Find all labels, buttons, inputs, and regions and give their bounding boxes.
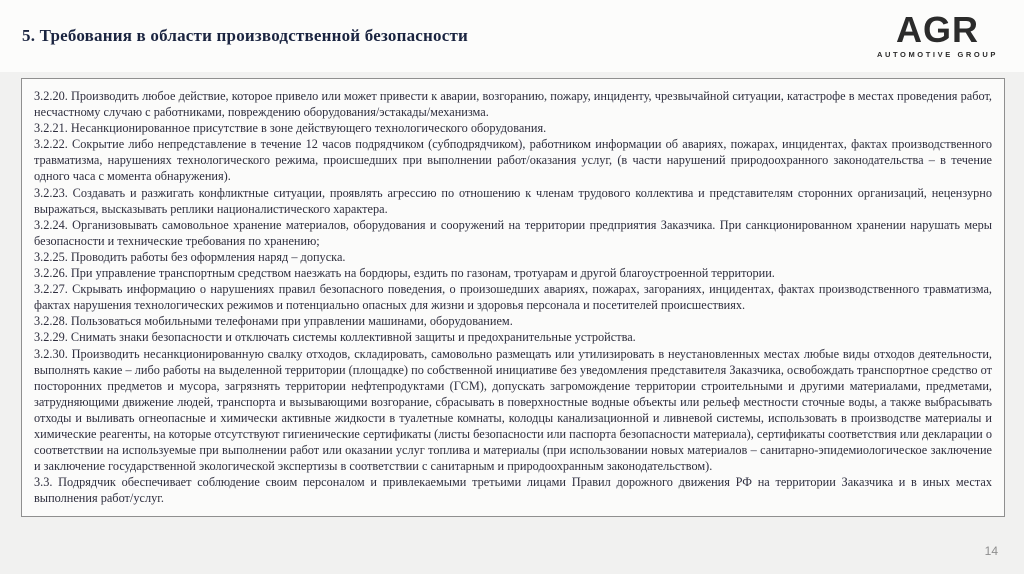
requirement-paragraph: 3.2.26. При управление транспортным средством наезжать на бордюры, ездить по газонам, тротуарам и другой благоустроенной территории. — [34, 266, 775, 281]
requirement-paragraph: 3.2.24. Организовывать самовольное хранение материалов, оборудования и сооружений на территории предприятия Заказчика. При санкционированном хранении нарушать меры безопасности и технические требования по хранению; — [34, 217, 992, 248]
requirement-paragraph: 3.2.23. Создавать и разжигать конфликтные ситуации, проявлять агрессию по отношению к членам трудового коллектива и представителям сторонних организаций, нецензурно выражаться, высказывать реплики националистического характера. — [34, 185, 992, 216]
agr-logo — [876, 8, 998, 59]
requirement-paragraph: 3.3. Подрядчик обеспечивает соблюдение своим персоналом и привлекаемыми третьими лицами Правил дорожного движения РФ на территории Заказчика и в иных местах выполнения работ/услуг. — [34, 475, 992, 506]
requirement-paragraph: 3.2.21. Несанкционированное присутствие в зоне действующего технологического оборудования. — [34, 121, 547, 136]
requirements-box — [21, 78, 1005, 517]
agr-logo-text: AGR — [895, 8, 979, 50]
requirements-list — [34, 88, 992, 506]
page-title: 5. Требования в области производственной безопасности — [22, 26, 469, 45]
agr-logo-subtext: AUTOMOTIVE GROUP — [876, 49, 998, 59]
requirement-paragraph: 3.2.28. Пользоваться мобильными телефонами при управлении машинами, оборудованием. — [34, 314, 513, 329]
slide-header — [0, 0, 1024, 72]
requirement-paragraph: 3.2.29. Снимать знаки безопасности и отключать системы коллективной защиты и предохранительные устройства. — [34, 330, 636, 345]
requirement-paragraph: 3.2.25. Проводить работы без оформления наряд – допуска. — [34, 249, 346, 264]
requirement-paragraph: 3.2.20. Производить любое действие, которое привело или может привести к аварии, возгоранию, пожару, инциденту, чрезвычайной ситуации, катастрофе в местах проведения работ, несчастному случаю с работниками, повреждению оборудования/эстакады/механизма. — [34, 89, 992, 120]
requirement-paragraph: 3.2.30. Производить несанкционированную свалку отходов, складировать, самовольно размещать или утилизировать в неустановленных местах любые виды отходов деятельности, выполнять какие – либо работы на выделенной территории (площадке) по собственной инициативе без уведомления представителя Заказчика, освобождать транспортное средство от посторонних предметов и мусора, загрязнять территории нефтепродуктами (ГСМ), допускать загромождение территории строительными и другими материалами, предметами, затрудняющими движение людей, транспорта и вызывающими возгорание, сбрасывать в поверхностные водные объекты или рельеф местности сточные воды, а также выбрасывать отходы и выливать огнеопасные и химически активные жидкости в туалетные комнаты, колодцы канализационной и ливневой системы, использовать в производстве материалы и химические реагенты, на которые отсутствуют гигиенические сертификаты (листы безопасности или паспорта безопасности материала), сертификаты соответствия или декларации о соответствии на используемые при выполнении работ или оказании услуг топлива и материалы (при использовании новых материалов – санитарно-эпидемиологическое заключение и заключение государственной экологической экспертизы в соответствии с санитарным и природоохранным законодательством). — [34, 346, 992, 474]
page-number: 14 — [984, 544, 998, 558]
requirement-paragraph: 3.2.27. Скрывать информацию о нарушениях правил безопасного поведения, о произошедших авариях, пожарах, загораниях, инцидентах, фактах производственного травматизма, фактах нарушения технологических режимов и потенциально опасных для жизни и здоровья персонала и посетителей происшествиях. — [34, 282, 992, 313]
requirement-paragraph: 3.2.22. Сокрытие либо непредставление в течение 12 часов подрядчиком (субподрядчиком), работником информации об авариях, пожарах, инцидентах, фактах производственного травматизма, нарушениях технологического режима, происшедших при выполнении работ/оказания услуг, (в части нарушений природоохранного законодательства – в течение одного часа с момента обнаружения). — [34, 137, 992, 184]
